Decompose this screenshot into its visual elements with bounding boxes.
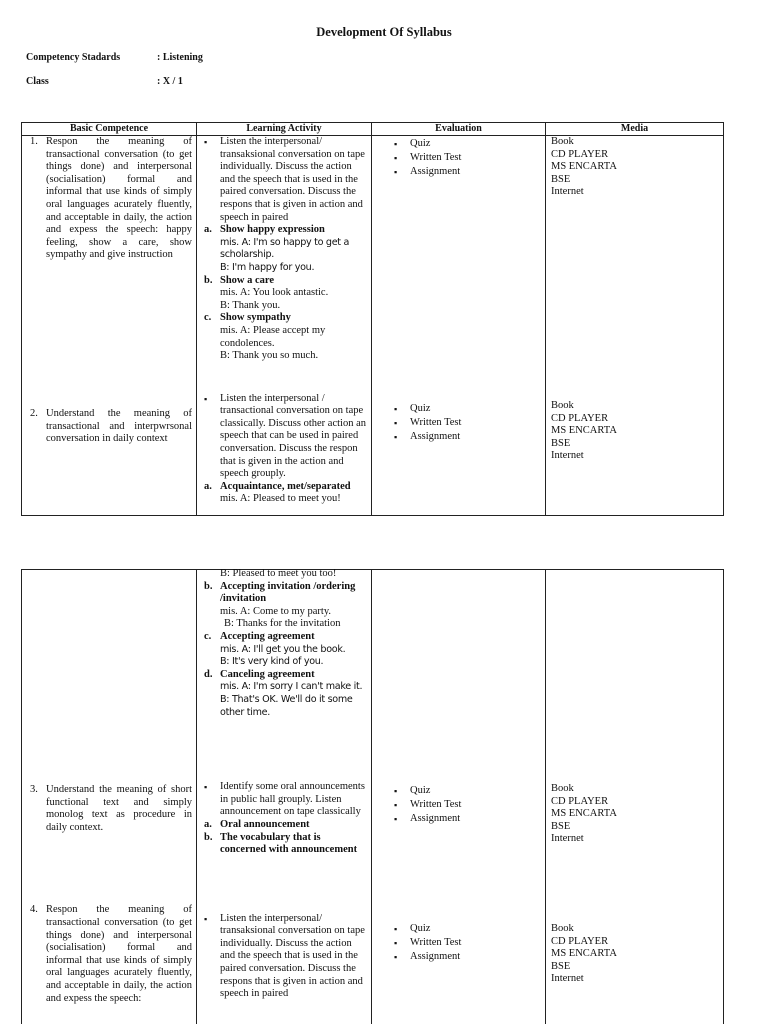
dialogue-line: B: That's OK. We'll do it some other time. bbox=[220, 693, 353, 718]
bullet-icon: ▪ bbox=[394, 951, 398, 962]
media-cell bbox=[546, 136, 724, 516]
competence-text: Understand the meaning of short functional text and simply monolog text as procedure in daily context. bbox=[46, 784, 192, 833]
dialogue-line: B: Thank you so much. bbox=[220, 350, 319, 362]
dialogue-line: mis. A: I'm so happy to get a scholarship. bbox=[220, 236, 350, 261]
bullet-icon: ▪ bbox=[394, 923, 398, 934]
item-label: a. bbox=[204, 224, 212, 236]
evaluation-item: Assignment bbox=[410, 950, 461, 962]
row-number: 3. bbox=[30, 784, 38, 795]
media-item: CD PLAYER bbox=[551, 935, 609, 947]
dialogue-line: mis. A: Come to my party. bbox=[220, 605, 332, 617]
meta-key: Competency Stadards bbox=[26, 52, 121, 63]
item-title: Show sympathy bbox=[220, 312, 291, 324]
item-title: Show a care bbox=[220, 274, 275, 286]
item-title: Acquaintance, met/separated bbox=[220, 480, 351, 492]
item-title: Accepting invitation /ordering /invitation bbox=[220, 580, 356, 605]
competence-cell bbox=[22, 408, 196, 446]
header-basic-competence: Basic Competence bbox=[22, 123, 197, 136]
media-item: BSE bbox=[551, 437, 571, 449]
activity-text: Listen the interpersonal/ transaksional conversation on tape individually. Discuss the action and the speech that is used in the paired conversation. Discuss the respons that is given in action and speech in paired bbox=[220, 136, 365, 223]
media-item: MS ENCARTA bbox=[551, 425, 617, 437]
evaluation-item: Assignment bbox=[410, 166, 461, 178]
media-item: CD PLAYER bbox=[551, 148, 609, 160]
evaluation-item: Assignment bbox=[410, 813, 461, 825]
header-learning-activity: Learning Activity bbox=[197, 123, 372, 136]
row-number: 4. bbox=[30, 904, 38, 916]
item-title: Accepting agreement bbox=[220, 630, 315, 642]
dialogue-line: B: Thank you. bbox=[220, 299, 281, 311]
header-evaluation: Evaluation bbox=[372, 123, 546, 136]
evaluation-item: Written Test bbox=[410, 799, 462, 811]
media-item: BSE bbox=[551, 820, 571, 832]
bullet-icon: ▪ bbox=[394, 814, 398, 825]
media-item: MS ENCARTA bbox=[551, 808, 617, 820]
evaluation-item: Quiz bbox=[410, 785, 431, 796]
dialogue-line: mis. A: I'm sorry I can't make it. bbox=[220, 681, 363, 693]
media-item: CD PLAYER bbox=[551, 795, 609, 807]
activity-text: Identify some oral announcements in public hall grouply. Listen announcement on tape classically bbox=[220, 781, 365, 818]
meta-value: : X / 1 bbox=[157, 76, 183, 87]
bullet-icon: ▪ bbox=[204, 137, 208, 147]
bullet-icon: ▪ bbox=[394, 786, 398, 796]
table-header-row bbox=[22, 123, 724, 136]
activity-text: Listen the interpersonal/ transaksional conversation on tape individually. Discuss the action and the speech that is used in the paired conversation. Discuss the respons that is given in action and speech in paired bbox=[220, 912, 365, 1000]
bullet-icon: ▪ bbox=[394, 139, 398, 149]
header-media: Media bbox=[546, 123, 724, 136]
item-label: c. bbox=[204, 312, 212, 324]
row-number: 1. bbox=[30, 136, 38, 147]
item-title: The vocabulary that is concerned with announcement bbox=[220, 831, 358, 856]
activity-cell bbox=[197, 570, 372, 1024]
evaluation-item: Written Test bbox=[410, 152, 462, 164]
dialogue-line: mis. A: I'll get you the book. bbox=[220, 643, 346, 655]
competence-text: Respon the meaning of transactional conversation (to get things done) and interpersonal (socialisation) formal and informal that use kinds of simply oral languages acurately fluently, and acceptable in daily, the action and expess the speech: happy feeling, show a care, show sympathy and give instruction bbox=[46, 136, 192, 261]
bullet-icon: ▪ bbox=[204, 913, 208, 924]
competence-cell bbox=[22, 904, 196, 1005]
bullet-icon: ▪ bbox=[204, 393, 208, 404]
bullet-icon: ▪ bbox=[394, 153, 398, 164]
evaluation-item: Assignment bbox=[410, 430, 461, 442]
bullet-icon: ▪ bbox=[394, 937, 398, 948]
evaluation-item: Written Test bbox=[410, 416, 462, 428]
dialogue-line: mis. A: Pleased to meet you! bbox=[220, 493, 341, 505]
evaluation-item: Quiz bbox=[410, 402, 431, 414]
table-row bbox=[22, 136, 724, 516]
item-label: a. bbox=[204, 818, 212, 830]
bullet-icon: ▪ bbox=[394, 167, 398, 178]
dialogue-line: mis. A: Please accept my condolences. bbox=[220, 324, 326, 349]
dialogue-line: B: Thanks for the invitation bbox=[224, 618, 341, 630]
activity-text: Listen the interpersonal / transactional conversation on tape classically. Discuss other action an speech that can be used in paired conversation. Discuss the respon that is given in the action and speech grouply. bbox=[220, 392, 366, 480]
media-item: Book bbox=[551, 922, 574, 934]
competence-text: Respon the meaning of transactional conversation (to get things done) and interpersonal (socialisation) formal and informal that use kinds of simply oral languages acurately fluently, and acceptable in daily, the action and expess the speech: bbox=[46, 904, 192, 1004]
media-item: Internet bbox=[551, 186, 584, 198]
media-item: BSE bbox=[551, 173, 571, 185]
item-title: Show happy expression bbox=[220, 224, 325, 236]
row-number: 2. bbox=[30, 407, 38, 419]
media-item: Internet bbox=[551, 833, 584, 845]
media-item: MS ENCARTA bbox=[551, 161, 617, 173]
media-item: Internet bbox=[551, 973, 584, 985]
evaluation-item: Written Test bbox=[410, 936, 462, 948]
media-item: MS ENCARTA bbox=[551, 948, 617, 960]
page-title: Development Of Syllabus bbox=[316, 25, 452, 39]
meta-value: : Listening bbox=[157, 52, 203, 63]
media-cell bbox=[546, 570, 724, 1024]
media-item: CD PLAYER bbox=[551, 412, 609, 424]
item-label: b. bbox=[204, 580, 213, 592]
item-title: Canceling agreement bbox=[220, 668, 315, 680]
media-item: Internet bbox=[551, 450, 584, 462]
media-item: BSE bbox=[551, 960, 571, 972]
bullet-icon: ▪ bbox=[204, 782, 208, 793]
media-item: Book bbox=[551, 136, 574, 147]
meta-key: Class bbox=[26, 76, 49, 87]
evaluation-item: Quiz bbox=[410, 138, 431, 149]
media-item: Book bbox=[551, 783, 574, 794]
item-label: b. bbox=[204, 274, 213, 286]
evaluation-cell bbox=[372, 570, 546, 1024]
competence-cell bbox=[22, 136, 196, 262]
meta-class bbox=[26, 76, 183, 89]
bullet-icon: ▪ bbox=[394, 800, 398, 811]
syllabus-table-part-2 bbox=[21, 569, 724, 1024]
evaluation-cell bbox=[372, 136, 546, 516]
competence-cell bbox=[22, 784, 196, 834]
item-title: Oral announcement bbox=[220, 818, 310, 830]
syllabus-table-part-1 bbox=[21, 122, 724, 516]
media-item: Book bbox=[551, 399, 574, 411]
evaluation-item: Quiz bbox=[410, 922, 431, 934]
bullet-icon: ▪ bbox=[394, 431, 398, 442]
meta-competency bbox=[26, 52, 203, 65]
bullet-icon: ▪ bbox=[394, 403, 398, 414]
competence-text: Understand the meaning of transactional and interpwrsonal conversation in daily context bbox=[46, 407, 192, 445]
dialogue-line: B: It's very kind of you. bbox=[220, 656, 324, 668]
dialogue-line: mis. A: You look antastic. bbox=[220, 287, 329, 299]
item-label: b. bbox=[204, 831, 213, 843]
dialogue-line: B: I'm happy for you. bbox=[220, 261, 315, 273]
item-label: c. bbox=[204, 630, 212, 642]
table-row bbox=[22, 570, 724, 1024]
item-label: d. bbox=[204, 668, 213, 680]
dialogue-line: B: Pleased to meet you too! bbox=[220, 568, 337, 579]
bullet-icon: ▪ bbox=[394, 417, 398, 428]
item-label: a. bbox=[204, 480, 212, 492]
activity-cell bbox=[197, 136, 372, 516]
